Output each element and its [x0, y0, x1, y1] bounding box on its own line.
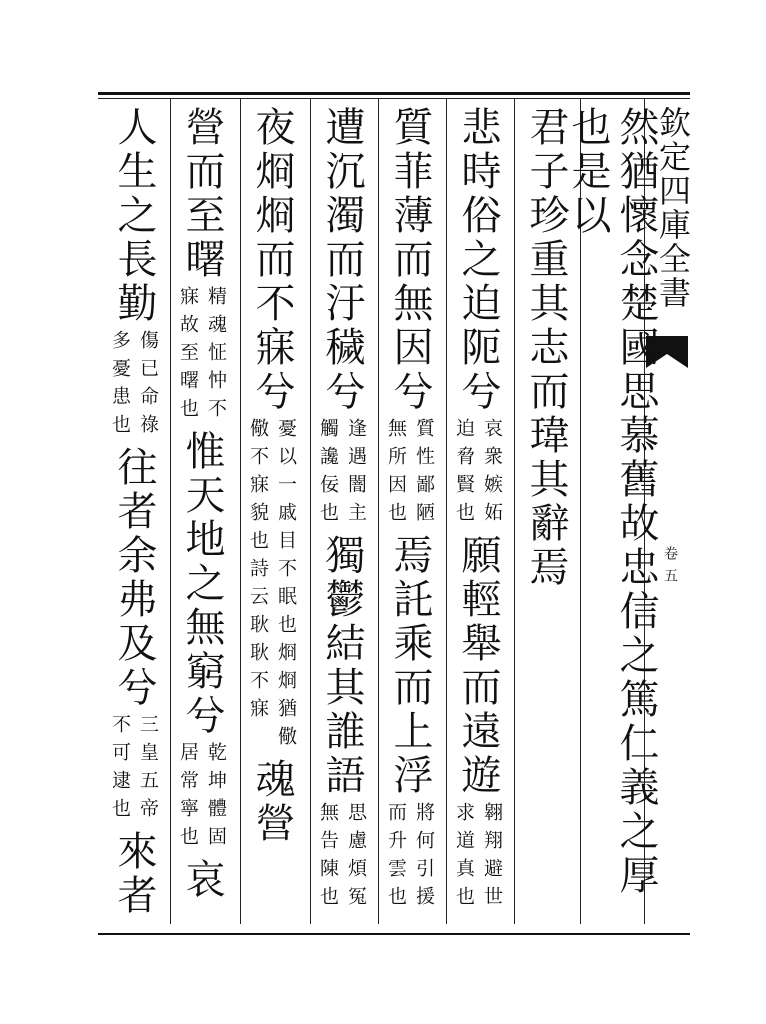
main-text: 悲時俗之迫阨兮 — [455, 106, 501, 414]
commentary-line: 哀衆嫉妬 — [481, 418, 503, 530]
column-divider — [240, 98, 241, 924]
column-divider — [170, 98, 171, 924]
commentary-note — [453, 802, 503, 914]
commentary-line: 三皇五帝 — [137, 714, 159, 826]
text-column-1 — [565, 106, 659, 922]
commentary-line: 無所因也 — [385, 418, 407, 530]
commentary-line: 將何引援 — [413, 802, 435, 914]
commentary-note — [385, 418, 435, 530]
text-column-6 — [244, 106, 300, 922]
commentary-line: 思慮煩冤 — [345, 802, 367, 914]
book-title: 欽定四庫全書 — [654, 106, 692, 310]
text-column-8 — [106, 106, 162, 922]
commentary-line: 觸讒佞也 — [317, 418, 339, 530]
text-column-3 — [450, 106, 506, 922]
main-text: 來者 — [111, 830, 157, 918]
commentary-line: 寐故至曙也 — [177, 286, 199, 426]
commentary-line: 翱翔避世 — [481, 802, 503, 914]
commentary-line: 儆不寐貌也詩云耿耿不寐 — [247, 418, 269, 726]
main-text: 惟天地之無窮兮 — [179, 430, 225, 738]
main-text: 願輕舉而遠遊 — [455, 534, 501, 798]
commentary-note — [317, 418, 367, 530]
commentary-line: 傷已命祿 — [137, 330, 159, 442]
column-divider — [514, 98, 515, 924]
text-column-2 — [518, 106, 574, 922]
commentary-line: 乾坤體固 — [205, 742, 227, 854]
text-column-4 — [382, 106, 438, 922]
commentary-note — [177, 742, 227, 854]
main-text: 人生之長勤 — [111, 106, 157, 326]
column-divider — [378, 98, 379, 924]
main-text: 哀 — [179, 858, 225, 902]
main-text: 焉託乘而上浮 — [387, 534, 433, 798]
commentary-line: 多憂患也 — [109, 330, 131, 442]
text-column-5 — [314, 106, 370, 922]
main-text: 獨鬱結其誰語 — [319, 534, 365, 798]
main-text: 然猶懷念楚國思慕舊故忠信之篤仁義之厚也是以 — [565, 106, 659, 898]
column-divider — [446, 98, 447, 924]
volume-label: 卷五 — [662, 546, 678, 590]
commentary-line: 精魂怔忡不 — [205, 286, 227, 426]
commentary-line: 逢遇闇主 — [345, 418, 367, 530]
main-text: 往者余弗及兮 — [111, 446, 157, 710]
commentary-line: 質性鄙陋 — [413, 418, 435, 530]
commentary-line: 不可逮也 — [109, 714, 131, 826]
column-divider — [310, 98, 311, 924]
commentary-note — [385, 802, 435, 914]
commentary-note — [109, 330, 159, 442]
main-text: 夜烱烱而不寐兮 — [249, 106, 295, 414]
commentary-note — [317, 802, 367, 914]
commentary-line: 居常寧也 — [177, 742, 199, 854]
commentary-note — [453, 418, 503, 530]
commentary-line: 求道真也 — [453, 802, 475, 914]
commentary-line: 憂以一戚目不眠也烱烱猶儆 — [275, 418, 297, 754]
main-text: 質菲薄而無因兮 — [387, 106, 433, 414]
main-text: 遭沉濁而汙穢兮 — [319, 106, 365, 414]
commentary-note — [109, 714, 159, 826]
text-column-7 — [174, 106, 230, 922]
main-text: 營而至曙 — [179, 106, 225, 282]
commentary-line: 無告陳也 — [317, 802, 339, 914]
commentary-note — [177, 286, 227, 426]
commentary-note — [247, 418, 297, 754]
commentary-line: 而升雲也 — [385, 802, 407, 914]
main-text: 魂營 — [249, 758, 295, 846]
commentary-line: 迫脅賢也 — [453, 418, 475, 530]
main-text: 君子珍重其志而瑋其辭焉 — [523, 106, 569, 590]
